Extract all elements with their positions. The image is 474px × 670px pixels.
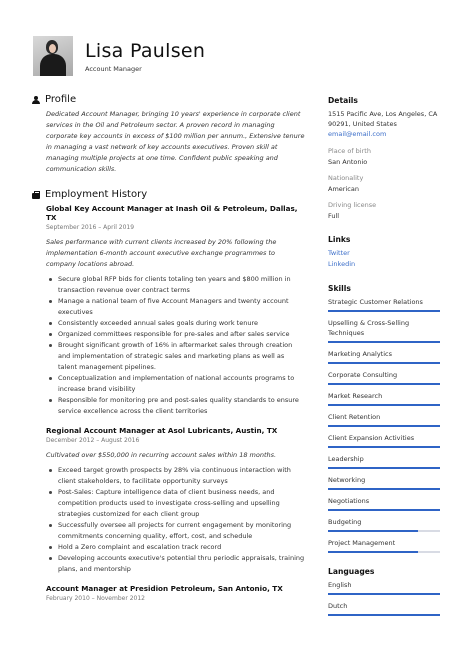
language-level-bar [328,614,440,616]
skill-name: Marketing Analytics [328,350,392,358]
address-line-2: 90291, United States [328,120,397,128]
skill-item [328,318,440,343]
job-description: Sales performance with current clients increased by 20% following the implementation 6-month account executive exchange programmes to company locations abroad. [46,238,277,268]
job-bullet: Brought significant growth of 16% in aftermarket sales through creation and implementation of strategic sales and marketing plans as well as talent management pipelines. [46,340,305,373]
details-heading: Details [328,96,358,105]
job-dates: February 2010 – November 2012 [46,595,145,602]
skill-item [328,297,440,312]
place-of-birth: San Antonio [328,158,368,166]
employment-heading [33,189,305,200]
skill-item [328,349,440,364]
language-name: Dutch [328,602,348,610]
place-of-birth-label: Place of birth [328,147,371,155]
skill-level-bar [328,310,440,312]
job-description: Cultivated over $550,000 in recurring account sales within 18 months. [46,451,277,459]
person-icon [32,96,40,104]
job-bullet: Hold a Zero complaint and escalation track record [46,542,305,553]
job-entry [46,584,305,602]
skill-name: Project Management [328,539,396,547]
skill-level-bar [328,425,440,427]
skill-level-bar [328,509,440,511]
briefcase-icon [32,193,40,199]
email-link[interactable]: email@email.com [328,130,387,138]
skill-level-bar [328,362,440,364]
skill-name: Budgeting [328,518,362,526]
links-heading: Links [328,235,351,244]
skills-heading: Skills [328,284,351,293]
skill-item [328,412,440,427]
job-bullets [46,465,305,575]
person-title: Account Manager [85,65,142,73]
twitter-link[interactable]: Twitter [328,249,350,257]
profile-heading [33,94,305,105]
job-entry [46,204,305,417]
skill-name: Networking [328,476,366,484]
linkedin-link[interactable]: Linkedin [328,260,356,268]
name-block [85,36,205,76]
job-bullet: Post-Sales: Capture intelligence data of client business needs, and competition products used to investigate cross-selling and upselling strategies customized for each client group [46,487,305,520]
language-level-bar [328,593,440,595]
nationality-label: Nationality [328,174,364,182]
job-bullet: Exceed target growth prospects by 28% via continuous interaction with client stakeholders, to facilitate opportunity surveys [46,465,305,487]
job-bullets [46,274,305,417]
skill-item [328,496,440,511]
job-dates: September 2016 – April 2019 [46,224,135,231]
skill-name: Client Expansion Activities [328,434,415,442]
skill-level-bar [328,341,440,343]
skill-name: Market Research [328,392,383,400]
skill-item [328,475,440,490]
job-bullet: Developing accounts executive's potential thru periodic appraisals, training plans, and mentorship [46,553,305,575]
job-bullet: Conceptualization and implementation of national accounts programs to increase brand visibility [46,373,305,395]
employment-list [46,204,305,602]
profile-heading-text: Profile [45,94,77,105]
skill-name: Strategic Customer Relations [328,298,423,306]
skill-item [328,370,440,385]
avatar [33,36,73,76]
address-line-1: 1515 Pacific Ave, Los Angeles, CA [328,110,438,118]
profile-text: Dedicated Account Manager, bringing 10 years' experience in corporate client services in the Oil and Petroleum sector. A proven record in managing corporate key accounts in excess of $100 million per annum., Extensive tenure in managing a vast network of key accounts executives. Proven skill at managing multiple projects at one time. Confident public speaking and communication skills. [46,110,305,173]
skill-level-bar [328,551,440,553]
skill-name: Upselling & Cross-Selling Techniques [328,319,410,337]
skill-item [328,517,440,532]
language-item [328,601,440,616]
languages-list [328,580,440,616]
resume-header [33,36,205,76]
sidebar [328,96,440,622]
skill-name: Negotiations [328,497,370,505]
skill-level-bar [328,383,440,385]
language-name: English [328,581,352,589]
skills-list [328,297,440,553]
nationality: American [328,185,359,193]
job-title: Regional Account Manager at Asol Lubricants, Austin, TX [46,426,278,435]
skill-item [328,538,440,553]
license: Full [328,212,340,220]
languages-heading: Languages [328,567,375,576]
job-bullet: Successfully oversee all projects for current engagement by monitoring commitments concerning quality, effort, cost, and schedule [46,520,305,542]
person-name: Lisa Paulsen [85,40,206,62]
skill-name: Client Retention [328,413,381,421]
skill-level-bar [328,467,440,469]
skill-item [328,433,440,448]
job-bullet: Organized committees responsible for pre-sales and after sales service [46,329,305,340]
skill-level-bar [328,446,440,448]
skill-name: Corporate Consulting [328,371,398,379]
employment-heading-text: Employment History [45,189,148,200]
job-bullet: Manage a national team of five Account Managers and twenty account executives [46,296,305,318]
skill-item [328,391,440,406]
skill-level-bar [328,404,440,406]
skill-level-bar [328,530,440,532]
job-bullet: Consistently exceeded annual sales goals during work tenure [46,318,305,329]
license-label: Driving license [328,201,377,209]
job-title: Global Key Account Manager at Inash Oil & Petroleum, Dallas, TX [46,204,298,222]
job-bullet: Secure global RFP bids for clients totaling ten years and $800 million in transaction revenue over contract terms [46,274,305,296]
skill-name: Leadership [328,455,364,463]
job-entry [46,426,305,575]
job-bullet: Responsible for monitoring pre and post-sales quality standards to ensure service excellence across the client territories [46,395,305,417]
skill-level-bar [328,488,440,490]
language-item [328,580,440,595]
job-dates: December 2012 – August 2016 [46,437,140,444]
main-column [33,94,305,608]
skill-item [328,454,440,469]
job-title: Account Manager at Presidion Petroleum, San Antonio, TX [46,584,283,593]
